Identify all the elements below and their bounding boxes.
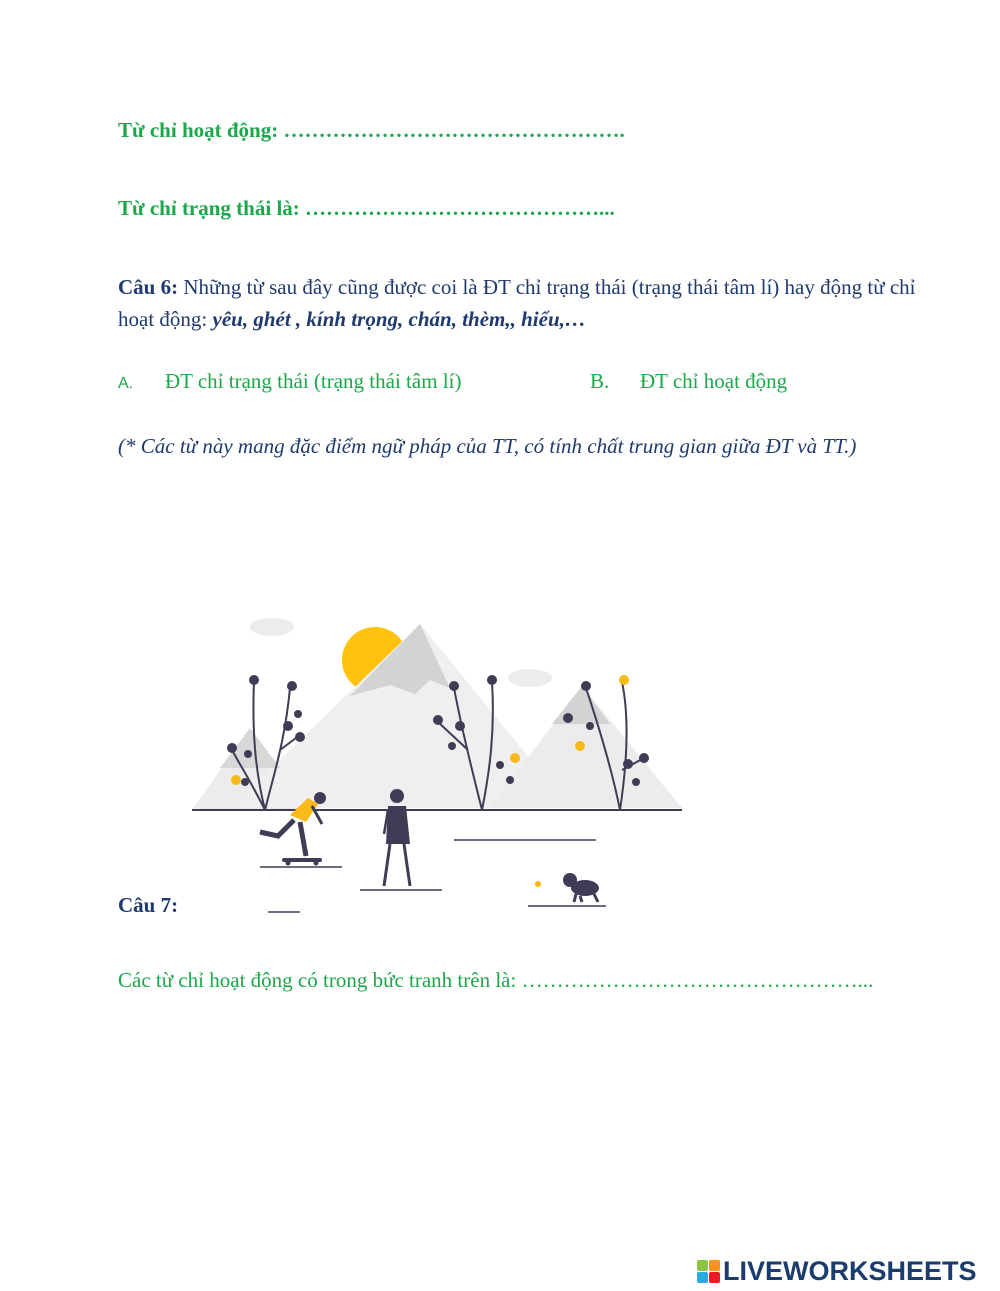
option-b[interactable]	[590, 369, 787, 394]
logo-blocks-icon	[697, 1260, 720, 1283]
cloud-icon	[250, 618, 294, 636]
question-6-label: Câu 6:	[118, 275, 179, 299]
option-a[interactable]	[118, 369, 461, 394]
question-6-note: (* Các từ này mang đặc điểm ngữ pháp của TT, có tính chất trung gian giữa ĐT và TT.)	[118, 434, 857, 458]
question-6-text: Những từ sau đây cũng được coi là ĐT chỉ trạng thái (trạng thái tâm lí) hay động từ chỉ hoạt động:	[118, 275, 916, 331]
option-a-letter: A.	[118, 375, 134, 392]
liveworksheets-logo	[697, 1256, 977, 1287]
activity-words-line: Từ chỉ hoạt động: ………………………………………….	[118, 118, 625, 142]
brand-name: LIVEWORKSHEETS	[723, 1256, 977, 1286]
question-7-label: Câu 7:	[118, 893, 179, 917]
state-words-line: Từ chỉ trạng thái là: ……………………………………...	[118, 196, 615, 220]
dog-icon	[528, 873, 606, 906]
option-a-text: ĐT chỉ trạng thái (trạng thái tâm lí)	[165, 369, 462, 393]
cloud-icon	[508, 669, 552, 687]
option-b-text: ĐT chỉ hoạt động	[640, 369, 788, 393]
option-b-letter: B.	[590, 369, 610, 393]
question-6-words: yêu, ghét , kính trọng, chán, thèm,, hiểu,…	[212, 307, 586, 331]
question-6	[118, 271, 948, 335]
question-7-answer-line[interactable]: Các từ chỉ hoạt động có trong bức tranh trên là: …………………………………………...	[118, 968, 874, 992]
park-illustration	[190, 610, 690, 920]
